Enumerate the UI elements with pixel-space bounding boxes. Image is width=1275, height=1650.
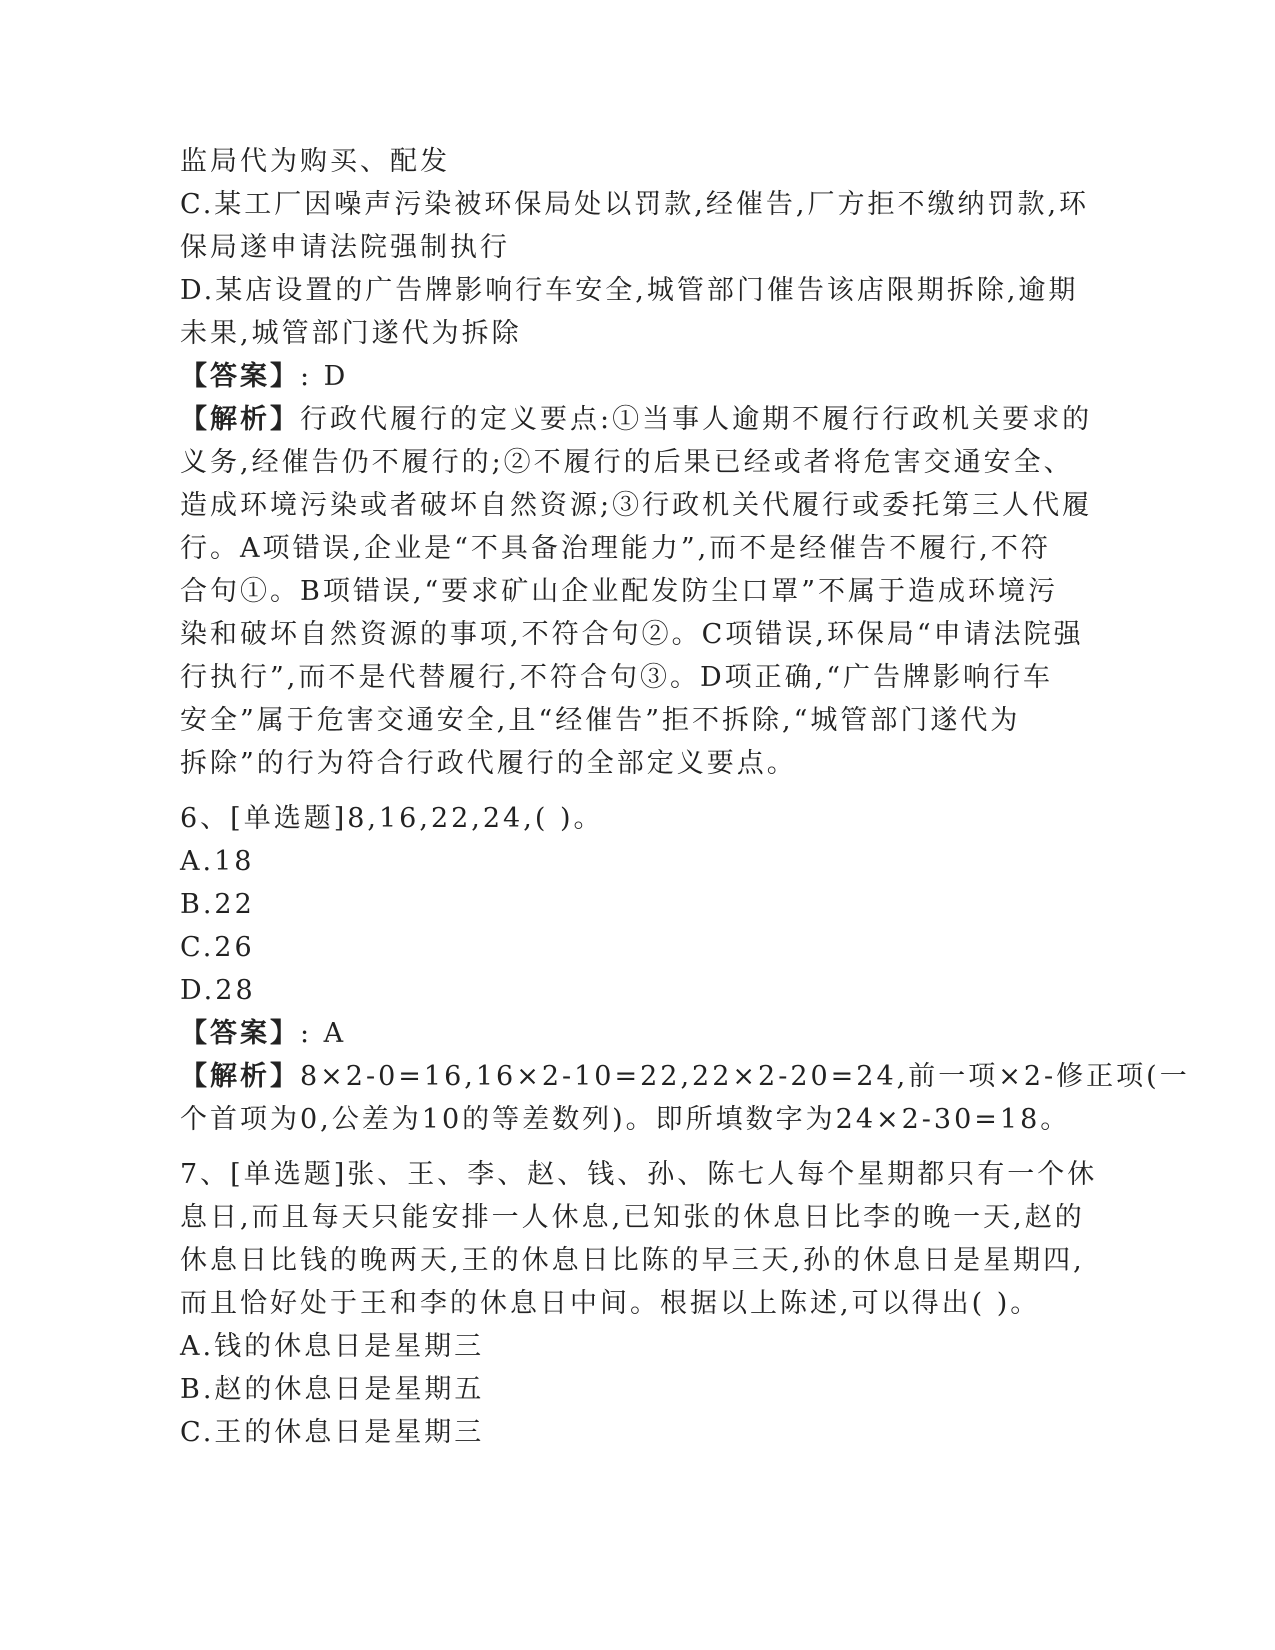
analysis-line: 个首项为0,公差为10的等差数列)。即所填数字为24×2-30=18。 (180, 1104, 1071, 1135)
option-d-line-1: D.某店设置的广告牌影响行车安全,城管部门催告该店限期拆除,逾期 (180, 275, 1079, 306)
option-b: B.赵的休息日是星期五 (180, 1374, 485, 1405)
option-c: C.王的休息日是星期三 (180, 1417, 485, 1448)
option-c: C.26 (180, 932, 255, 963)
analysis-line: 拆除”的行为符合行政代履行的全部定义要点。 (180, 748, 797, 779)
spacer (180, 785, 1080, 797)
analysis-line-1 (180, 1055, 1190, 1098)
document-page (180, 140, 1190, 1454)
spacer (180, 1141, 1080, 1153)
analysis-line: 染和破坏自然资源的事项,不符合句②。C项错误,环保局“申请法院强 (180, 619, 1084, 650)
question-5-continuation (180, 140, 1093, 785)
answer-label: 【答案】 (180, 1018, 300, 1049)
analysis-label: 【解析】 (180, 1061, 300, 1092)
question-stem-line: 息日,而且每天只能安排一人休息,已知张的休息日比李的晚一天,赵的 (180, 1202, 1085, 1233)
option-d: D.28 (180, 975, 256, 1006)
analysis-line: 行。A项错误,企业是“不具备治理能力”,而不是经催告不履行,不符 (180, 533, 1051, 564)
analysis-text: 行政代履行的定义要点:①当事人逾期不履行行政机关要求的 (300, 404, 1093, 435)
answer-value: : A (300, 1018, 347, 1049)
option-c-line-2: 保局遂申请法院强制执行 (180, 232, 510, 263)
analysis-line-1 (180, 398, 1093, 441)
answer-line (180, 355, 1080, 398)
question-7 (180, 1153, 1098, 1454)
analysis-line: 义务,经催告仍不履行的;②不履行的后果已经或者将危害交通安全、 (180, 447, 1074, 478)
question-stem-line: 而且恰好处于王和李的休息日中间。根据以上陈述,可以得出( )。 (180, 1288, 1041, 1319)
analysis-line: 安全”属于危害交通安全,且“经催告”拒不拆除,“城管部门遂代为 (180, 705, 1021, 736)
question-stem-line: 7、[单选题]张、王、李、赵、钱、孙、陈七人每个星期都只有一个休 (180, 1159, 1098, 1190)
option-a: A.钱的休息日是星期三 (180, 1331, 485, 1362)
question-stem: 6、[单选题]8,16,22,24,( )。 (180, 803, 604, 834)
option-a: A.18 (180, 846, 255, 877)
analysis-line: 行执行”,而不是代替履行,不符合句③。D项正确,“广告牌影响行车 (180, 662, 1054, 693)
option-c-line-1: C.某工厂因噪声污染被环保局处以罚款,经催告,厂方拒不缴纳罚款,环 (180, 189, 1090, 220)
question-6 (180, 797, 1190, 1141)
question-stem-line: 休息日比钱的晚两天,王的休息日比陈的早三天,孙的休息日是星期四, (180, 1245, 1085, 1276)
analysis-line: 合句①。B项错误,“要求矿山企业配发防尘口罩”不属于造成环境污 (180, 576, 1059, 607)
answer-label: 【答案】 (180, 361, 300, 392)
analysis-line: 造成环境污染或者破坏自然资源;③行政机关代履行或委托第三人代履 (180, 490, 1093, 521)
answer-line (180, 1012, 1080, 1055)
option-text: 监局代为购买、配发 (180, 146, 450, 177)
answer-value: : D (300, 361, 349, 392)
analysis-label: 【解析】 (180, 404, 300, 435)
analysis-text: 8×2-0=16,16×2-10=22,22×2-20=24,前一项×2-修正项(一 (300, 1061, 1190, 1092)
option-d-line-2: 未果,城管部门遂代为拆除 (180, 318, 522, 349)
option-b: B.22 (180, 889, 255, 920)
